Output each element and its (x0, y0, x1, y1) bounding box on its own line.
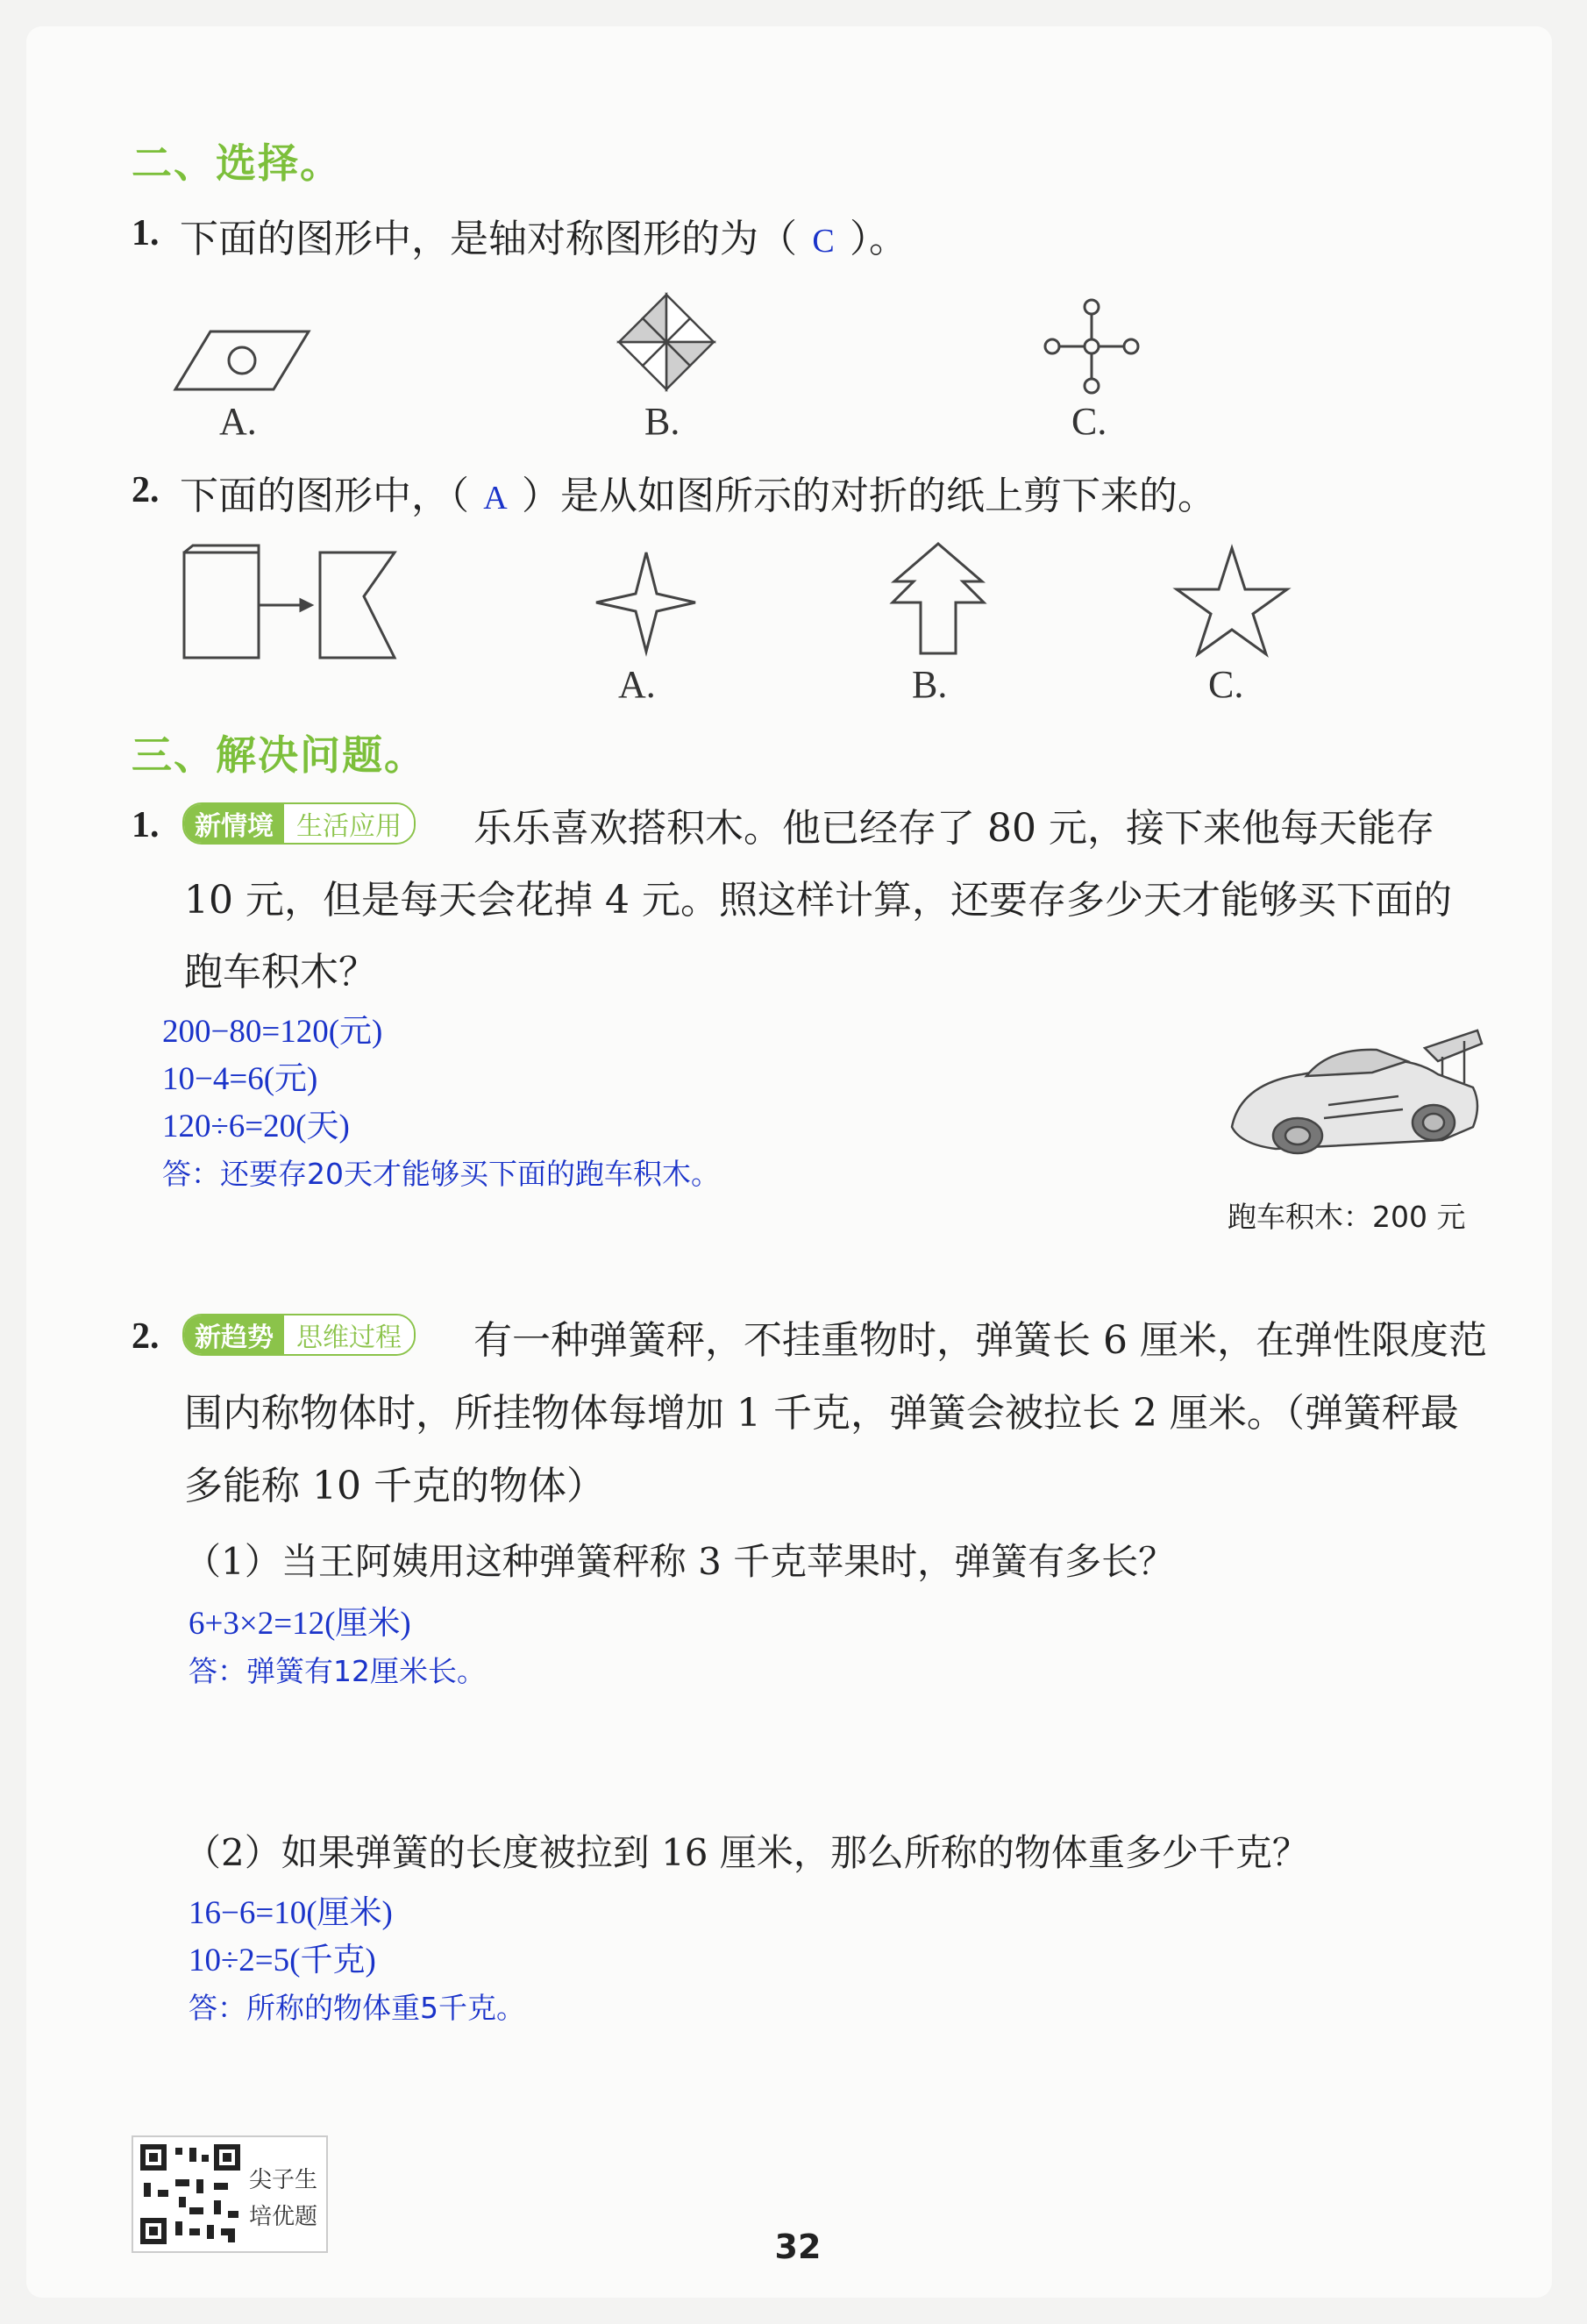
problem-text-line: 有一种弹簧秤，不挂重物时，弹簧长 6 厘米，在弹性限度范 (473, 1318, 1487, 1363)
product-caption: 跑车积木：200 元 (1228, 1200, 1466, 1234)
qr-code-icon (140, 2144, 240, 2244)
solution-line: 120÷6=20(天) (162, 1109, 350, 1144)
worked-solution (189, 1890, 525, 2032)
tag-badge (182, 802, 416, 845)
problem-text-line: 多能称 10 千克的物体） (184, 1464, 605, 1508)
badge-right: 生活应用 (284, 804, 414, 843)
tag-badge (182, 1314, 416, 1356)
solution-line: 10−4=6(元) (162, 1061, 318, 1097)
problem-text-line: 围内称物体时，所挂物体每增加 1 千克，弹簧会被拉长 2 厘米。（弹簧秤最 (184, 1391, 1459, 1436)
problem-text-line: 乐乐喜欢搭积木。他已经存了 80 元，接下来他每天能存 (473, 806, 1434, 851)
option-label: A. (219, 400, 257, 443)
option-label: C. (1071, 400, 1107, 443)
option-label: B. (912, 663, 948, 706)
question-text (180, 207, 907, 263)
parallelogram-with-circle-icon (175, 324, 316, 395)
question-text-before: 下面的图形中，（ (180, 474, 469, 518)
folded-paper-diagram-icon (180, 544, 408, 662)
cross-circles-icon (1043, 298, 1140, 395)
question-number: 2. (132, 470, 160, 510)
section-heading-solve: 三、解决问题。 (132, 731, 426, 779)
question-text-after: ）。 (850, 217, 907, 261)
option-label: B. (644, 400, 680, 443)
problem-number: 2. (132, 1316, 160, 1357)
qr-label: 尖子生 (249, 2167, 318, 2193)
five-point-star-icon (1175, 544, 1289, 658)
pinwheel-icon (614, 289, 719, 395)
section-heading-choice: 二、选择。 (132, 139, 342, 187)
option-label: C. (1208, 663, 1244, 706)
tree-arrow-icon (886, 539, 991, 658)
worked-solution (162, 1009, 720, 1198)
qr-label: 培优题 (249, 2204, 318, 2230)
answer-blank: C (812, 223, 835, 260)
question-text-after: ）是从如图所示的对折的纸上剪下来的。 (522, 474, 1216, 518)
sports-car-toy-icon (1223, 1022, 1486, 1171)
solution-answer: 答：还要存20天才能够买下面的跑车积木。 (162, 1157, 720, 1191)
problem-text-line: 10 元，但是每天会花掉 4 元。照这样计算，还要存多少天才能够买下面的 (184, 878, 1452, 923)
problem-text-line: 跑车积木？ (184, 950, 377, 994)
four-point-star-icon (592, 548, 701, 658)
solution-line: 6+3×2=12(厘米) (189, 1606, 411, 1642)
option-label: A. (618, 663, 656, 706)
answer-blank: A (483, 480, 508, 517)
badge-left: 新趋势 (184, 1315, 284, 1354)
badge-right: 思维过程 (284, 1315, 414, 1354)
worked-solution (189, 1600, 486, 1695)
solution-answer: 答：所称的物体重5千克。 (189, 1991, 525, 2025)
sub-question-1: （1）当王阿姨用这种弹簧秤称 3 千克苹果时，弹簧有多长？ (184, 1540, 1176, 1583)
solution-line: 16−6=10(厘米) (189, 1895, 393, 1931)
page-number: 32 (774, 2228, 822, 2266)
sub-question-2: （2）如果弹簧的长度被拉到 16 厘米，那么所称的物体重多少千克？ (184, 1831, 1309, 1874)
question-text (180, 464, 1216, 520)
solution-answer: 答：弹簧有12厘米长。 (189, 1654, 486, 1688)
solution-line: 10÷2=5(千克) (189, 1943, 376, 1978)
solution-line: 200−80=120(元) (162, 1014, 383, 1050)
qr-code-box[interactable] (132, 2135, 328, 2253)
badge-left: 新情境 (184, 804, 284, 843)
question-text-before: 下面的图形中，是轴对称图形的为（ (180, 217, 797, 261)
problem-number: 1. (132, 805, 160, 845)
question-number: 1. (132, 213, 160, 253)
